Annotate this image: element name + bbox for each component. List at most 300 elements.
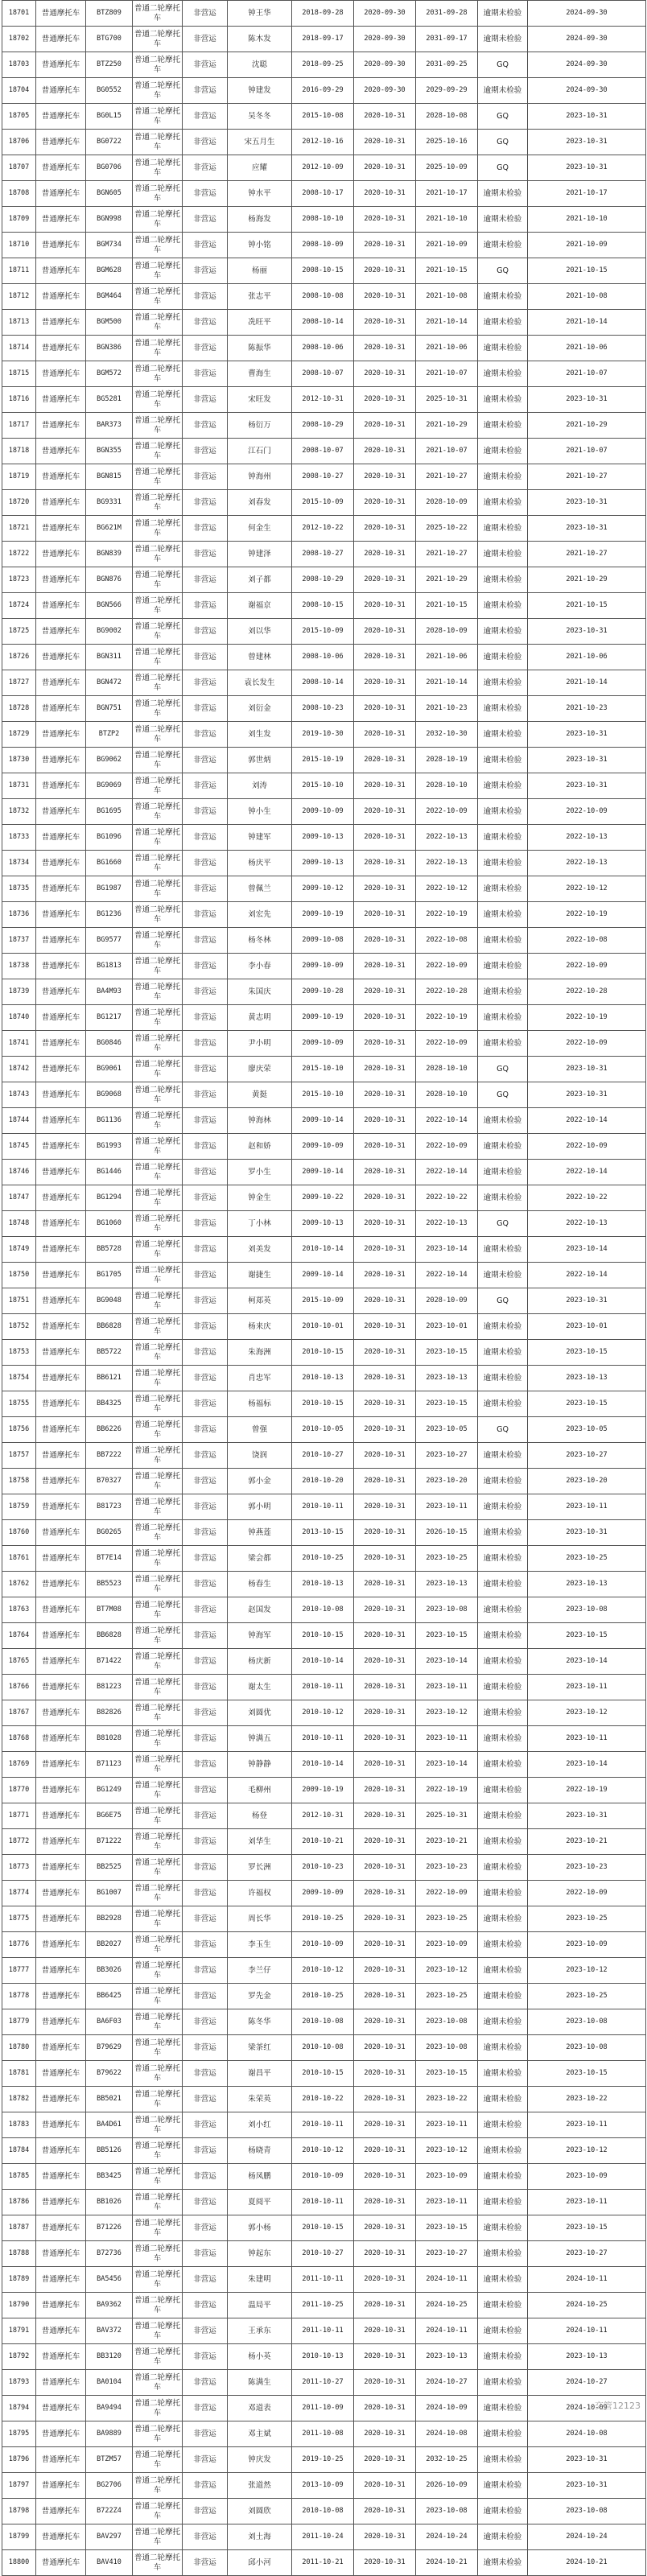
cell-usage-type: 非营运 [183, 1726, 228, 1752]
cell-vehicle-type: 普通摩托车 [36, 1082, 86, 1108]
cell-status: 逾期未检验 [478, 979, 528, 1005]
cell-plate-number: BGN355 [86, 439, 133, 464]
cell-record-id: 18760 [2, 1520, 36, 1546]
cell-plate-number: BG1236 [86, 902, 133, 928]
cell-record-id: 18718 [2, 439, 36, 464]
cell-plate-number: BTZ250 [86, 52, 133, 78]
cell-vehicle-subtype: 普通二轮摩托车 [133, 27, 183, 52]
cell-register-date: 2009-10-14 [292, 1263, 354, 1288]
cell-owner-name: 应耀 [228, 155, 292, 181]
table-row [2, 1726, 646, 1752]
cell-plate-number: B722Z4 [86, 2499, 133, 2524]
cell-plate-number: BB6828 [86, 1314, 133, 1340]
cell-scrap-date: 2023-10-14 [416, 1237, 478, 1263]
cell-inspect-date: 2020-10-31 [354, 1031, 416, 1057]
cell-scrap-date: 2022-10-19 [416, 902, 478, 928]
cell-owner-name: 刘小红 [228, 2112, 292, 2138]
cell-plate-number: BB2027 [86, 1932, 133, 1958]
cell-scrap-date: 2024-10-21 [416, 2550, 478, 2576]
cell-vehicle-type: 普通摩托车 [36, 876, 86, 902]
cell-vehicle-type: 普通摩托车 [36, 1366, 86, 1391]
cell-record-id: 18756 [2, 1417, 36, 1443]
cell-vehicle-type: 普通摩托车 [36, 2087, 86, 2112]
cell-register-date: 2009-10-19 [292, 902, 354, 928]
cell-vehicle-type: 普通摩托车 [36, 1340, 86, 1366]
cell-vehicle-subtype: 普通二轮摩托车 [133, 1881, 183, 1906]
cell-register-date: 2018-09-28 [292, 1, 354, 27]
cell-record-id: 18762 [2, 1572, 36, 1597]
cell-scrap-date: 2031-09-28 [416, 1, 478, 27]
cell-valid-until: 2021-10-14 [528, 310, 646, 336]
cell-status: 逾期未检验 [478, 1314, 528, 1340]
cell-vehicle-type: 普通摩托车 [36, 1597, 86, 1623]
table-row [2, 2396, 646, 2421]
cell-record-id: 18732 [2, 799, 36, 825]
cell-usage-type: 非营运 [183, 1752, 228, 1778]
cell-scrap-date: 2022-10-22 [416, 1185, 478, 1211]
cell-record-id: 18759 [2, 1494, 36, 1520]
cell-vehicle-type: 普通摩托车 [36, 413, 86, 439]
cell-usage-type: 非营运 [183, 902, 228, 928]
cell-owner-name: 廖庆荣 [228, 1057, 292, 1082]
cell-inspect-date: 2020-10-31 [354, 2370, 416, 2396]
cell-vehicle-type: 普通摩托车 [36, 181, 86, 207]
cell-vehicle-subtype: 普通二轮摩托车 [133, 1443, 183, 1469]
cell-register-date: 2010-10-11 [292, 2190, 354, 2215]
table-row [2, 1984, 646, 2009]
cell-owner-name: 罗长洲 [228, 1855, 292, 1881]
cell-vehicle-type: 普通摩托车 [36, 670, 86, 696]
cell-scrap-date: 2023-10-27 [416, 2241, 478, 2267]
cell-record-id: 18740 [2, 1005, 36, 1031]
cell-vehicle-subtype: 普通二轮摩托车 [133, 207, 183, 233]
cell-inspect-date: 2020-10-31 [354, 155, 416, 181]
cell-plate-number: BG1705 [86, 1263, 133, 1288]
cell-valid-until: 2021-10-23 [528, 696, 646, 722]
cell-vehicle-subtype: 普通二轮摩托车 [133, 2164, 183, 2190]
cell-record-id: 18708 [2, 181, 36, 207]
cell-record-id: 18749 [2, 1237, 36, 1263]
cell-inspect-date: 2020-10-31 [354, 1855, 416, 1881]
cell-status: 逾期未检验 [478, 851, 528, 876]
cell-valid-until: 2021-10-15 [528, 593, 646, 619]
cell-plate-number: BGN566 [86, 593, 133, 619]
cell-scrap-date: 2023-10-21 [416, 1829, 478, 1855]
cell-scrap-date: 2023-10-25 [416, 1546, 478, 1572]
cell-scrap-date: 2022-10-19 [416, 1778, 478, 1803]
cell-usage-type: 非营运 [183, 1108, 228, 1134]
cell-status: 逾期未检验 [478, 2138, 528, 2164]
cell-register-date: 2010-10-08 [292, 1597, 354, 1623]
cell-plate-number: BGM572 [86, 361, 133, 387]
cell-record-id: 18739 [2, 979, 36, 1005]
cell-record-id: 18754 [2, 1366, 36, 1391]
cell-status: 逾期未检验 [478, 413, 528, 439]
cell-valid-until: 2022-10-22 [528, 1185, 646, 1211]
cell-status: 逾期未检验 [478, 645, 528, 670]
cell-record-id: 18781 [2, 2061, 36, 2087]
cell-owner-name: 周长华 [228, 1906, 292, 1932]
cell-valid-until: 2023-10-22 [528, 2087, 646, 2112]
cell-vehicle-subtype: 普通二轮摩托车 [133, 825, 183, 851]
cell-owner-name: 邓道表 [228, 2396, 292, 2421]
cell-plate-number: BGN998 [86, 207, 133, 233]
cell-inspect-date: 2020-10-31 [354, 1417, 416, 1443]
cell-inspect-date: 2020-10-31 [354, 1881, 416, 1906]
cell-owner-name: 钟建军 [228, 825, 292, 851]
cell-register-date: 2011-10-09 [292, 2396, 354, 2421]
cell-inspect-date: 2020-09-30 [354, 1, 416, 27]
cell-vehicle-subtype: 普通二轮摩托车 [133, 1700, 183, 1726]
cell-record-id: 18797 [2, 2473, 36, 2499]
cell-vehicle-subtype: 普通二轮摩托车 [133, 2138, 183, 2164]
cell-usage-type: 非营运 [183, 851, 228, 876]
cell-status: 逾期未检验 [478, 516, 528, 542]
cell-usage-type: 非营运 [183, 696, 228, 722]
cell-valid-until: 2023-10-31 [528, 490, 646, 516]
cell-owner-name: 毛柳州 [228, 1778, 292, 1803]
cell-record-id: 18751 [2, 1288, 36, 1314]
cell-plate-number: BGM464 [86, 284, 133, 310]
cell-register-date: 2015-10-10 [292, 773, 354, 799]
cell-record-id: 18737 [2, 928, 36, 954]
table-row [2, 2550, 646, 2576]
cell-usage-type: 非营运 [183, 155, 228, 181]
cell-owner-name: 刘春发 [228, 490, 292, 516]
cell-scrap-date: 2024-10-11 [416, 2318, 478, 2344]
cell-inspect-date: 2020-10-31 [354, 413, 416, 439]
cell-valid-until: 2023-10-05 [528, 1417, 646, 1443]
cell-vehicle-subtype: 普通二轮摩托车 [133, 2035, 183, 2061]
cell-register-date: 2010-10-15 [292, 1340, 354, 1366]
cell-plate-number: BA9494 [86, 2396, 133, 2421]
cell-usage-type: 非营运 [183, 1778, 228, 1803]
cell-register-date: 2012-10-09 [292, 155, 354, 181]
cell-record-id: 18725 [2, 619, 36, 645]
cell-record-id: 18703 [2, 52, 36, 78]
cell-plate-number: BGN815 [86, 464, 133, 490]
cell-inspect-date: 2020-10-31 [354, 1778, 416, 1803]
cell-inspect-date: 2020-10-31 [354, 439, 416, 464]
cell-scrap-date: 2023-10-15 [416, 1340, 478, 1366]
cell-register-date: 2008-10-10 [292, 207, 354, 233]
cell-vehicle-subtype: 普通二轮摩托车 [133, 773, 183, 799]
cell-vehicle-subtype: 普通二轮摩托车 [133, 1752, 183, 1778]
cell-valid-until: 2023-10-15 [528, 2061, 646, 2087]
table-row [2, 1005, 646, 1031]
cell-status: 逾期未检验 [478, 439, 528, 464]
cell-scrap-date: 2023-10-11 [416, 2190, 478, 2215]
cell-vehicle-type: 普通摩托车 [36, 1855, 86, 1881]
cell-register-date: 2015-10-10 [292, 1057, 354, 1082]
cell-valid-until: 2023-10-09 [528, 1932, 646, 1958]
cell-usage-type: 非营运 [183, 1881, 228, 1906]
cell-inspect-date: 2020-10-31 [354, 387, 416, 413]
cell-scrap-date: 2022-10-09 [416, 799, 478, 825]
table-row [2, 670, 646, 696]
cell-usage-type: 非营运 [183, 2447, 228, 2473]
cell-register-date: 2013-10-09 [292, 2473, 354, 2499]
cell-inspect-date: 2020-10-31 [354, 464, 416, 490]
cell-vehicle-subtype: 普通二轮摩托车 [133, 979, 183, 1005]
cell-record-id: 18702 [2, 27, 36, 52]
cell-usage-type: 非营运 [183, 825, 228, 851]
cell-status: GQ [478, 258, 528, 284]
table-row [2, 1443, 646, 1469]
cell-scrap-date: 2021-10-29 [416, 413, 478, 439]
cell-inspect-date: 2020-10-31 [354, 2138, 416, 2164]
cell-register-date: 2009-10-19 [292, 1778, 354, 1803]
cell-owner-name: 杨凤鹏 [228, 2164, 292, 2190]
table-row [2, 567, 646, 593]
cell-plate-number: BGN605 [86, 181, 133, 207]
cell-owner-name: 刘子都 [228, 567, 292, 593]
cell-record-id: 18772 [2, 1829, 36, 1855]
cell-valid-until: 2022-10-09 [528, 1134, 646, 1160]
cell-valid-until: 2022-10-19 [528, 1005, 646, 1031]
cell-vehicle-type: 普通摩托车 [36, 310, 86, 336]
cell-valid-until: 2023-10-08 [528, 1597, 646, 1623]
cell-inspect-date: 2020-10-31 [354, 1160, 416, 1185]
cell-scrap-date: 2024-10-24 [416, 2524, 478, 2550]
cell-record-id: 18730 [2, 748, 36, 773]
cell-owner-name: 夏阅平 [228, 2190, 292, 2215]
cell-status: 逾期未检验 [478, 773, 528, 799]
cell-usage-type: 非营运 [183, 1597, 228, 1623]
cell-vehicle-type: 普通摩托车 [36, 773, 86, 799]
cell-inspect-date: 2020-10-31 [354, 1958, 416, 1984]
cell-owner-name: 杨来庆 [228, 1314, 292, 1340]
cell-plate-number: B82826 [86, 1700, 133, 1726]
cell-usage-type: 非营运 [183, 258, 228, 284]
cell-scrap-date: 2022-10-12 [416, 876, 478, 902]
cell-owner-name: 杨登 [228, 1803, 292, 1829]
cell-usage-type: 非营运 [183, 1237, 228, 1263]
cell-owner-name: 李兰仔 [228, 1958, 292, 1984]
cell-inspect-date: 2020-10-31 [354, 130, 416, 155]
table-row [2, 2499, 646, 2524]
cell-owner-name: 钟王华 [228, 1, 292, 27]
cell-vehicle-subtype: 普通二轮摩托车 [133, 490, 183, 516]
cell-status: 逾期未检验 [478, 78, 528, 104]
cell-inspect-date: 2020-10-31 [354, 1057, 416, 1082]
cell-vehicle-subtype: 普通二轮摩托车 [133, 52, 183, 78]
table-row [2, 979, 646, 1005]
cell-vehicle-type: 普通摩托车 [36, 1958, 86, 1984]
cell-record-id: 18747 [2, 1185, 36, 1211]
cell-record-id: 18723 [2, 567, 36, 593]
cell-owner-name: 邓主斌 [228, 2421, 292, 2447]
cell-vehicle-subtype: 普通二轮摩托车 [133, 2009, 183, 2035]
cell-usage-type: 非营运 [183, 2396, 228, 2421]
cell-status: 逾期未检验 [478, 825, 528, 851]
cell-plate-number: BG0722 [86, 130, 133, 155]
cell-usage-type: 非营运 [183, 2009, 228, 2035]
cell-register-date: 2009-10-14 [292, 1108, 354, 1134]
cell-vehicle-subtype: 普通二轮摩托车 [133, 902, 183, 928]
cell-plate-number: BB5523 [86, 1572, 133, 1597]
cell-valid-until: 2022-10-13 [528, 851, 646, 876]
cell-inspect-date: 2020-10-31 [354, 361, 416, 387]
cell-owner-name: 邱小河 [228, 2550, 292, 2576]
cell-inspect-date: 2020-10-31 [354, 2421, 416, 2447]
cell-vehicle-subtype: 普通二轮摩托车 [133, 1263, 183, 1288]
cell-inspect-date: 2020-10-31 [354, 2550, 416, 2576]
cell-usage-type: 非营运 [183, 78, 228, 104]
cell-valid-until: 2024-10-09 [528, 2396, 646, 2421]
cell-valid-until: 2023-10-12 [528, 2138, 646, 2164]
cell-status: 逾期未检验 [478, 1443, 528, 1469]
cell-register-date: 2009-10-09 [292, 1134, 354, 1160]
cell-register-date: 2010-10-08 [292, 2035, 354, 2061]
cell-status: 逾期未检验 [478, 567, 528, 593]
cell-inspect-date: 2020-10-31 [354, 670, 416, 696]
cell-status: 逾期未检验 [478, 233, 528, 258]
cell-record-id: 18790 [2, 2293, 36, 2318]
table-row [2, 130, 646, 155]
cell-vehicle-subtype: 普通二轮摩托车 [133, 2421, 183, 2447]
cell-usage-type: 非营运 [183, 1263, 228, 1288]
cell-register-date: 2009-10-09 [292, 1881, 354, 1906]
cell-record-id: 18795 [2, 2421, 36, 2447]
cell-register-date: 2018-09-25 [292, 52, 354, 78]
cell-scrap-date: 2021-10-14 [416, 670, 478, 696]
cell-record-id: 18768 [2, 1726, 36, 1752]
cell-status: 逾期未检验 [478, 1546, 528, 1572]
cell-register-date: 2010-10-08 [292, 2499, 354, 2524]
cell-plate-number: BG1060 [86, 1211, 133, 1237]
cell-vehicle-subtype: 普通二轮摩托车 [133, 2061, 183, 2087]
cell-owner-name: 朱荣英 [228, 2087, 292, 2112]
cell-vehicle-subtype: 普通二轮摩托车 [133, 464, 183, 490]
cell-plate-number: B79629 [86, 2035, 133, 2061]
cell-record-id: 18786 [2, 2190, 36, 2215]
cell-valid-until: 2023-10-13 [528, 1572, 646, 1597]
cell-scrap-date: 2021-10-27 [416, 464, 478, 490]
cell-scrap-date: 2028-10-10 [416, 773, 478, 799]
cell-usage-type: 非营运 [183, 2138, 228, 2164]
cell-status: 逾期未检验 [478, 902, 528, 928]
cell-scrap-date: 2024-10-25 [416, 2293, 478, 2318]
cell-usage-type: 非营运 [183, 1366, 228, 1391]
cell-usage-type: 非营运 [183, 593, 228, 619]
cell-owner-name: 杨庆新 [228, 1649, 292, 1675]
cell-status: 逾期未检验 [478, 1984, 528, 2009]
cell-usage-type: 非营运 [183, 1005, 228, 1031]
table-row [2, 2138, 646, 2164]
cell-owner-name: 刘华生 [228, 1829, 292, 1855]
cell-status: 逾期未检验 [478, 1932, 528, 1958]
cell-vehicle-type: 普通摩托车 [36, 1546, 86, 1572]
cell-vehicle-subtype: 普通二轮摩托车 [133, 1160, 183, 1185]
cell-scrap-date: 2021-10-29 [416, 567, 478, 593]
table-row [2, 336, 646, 361]
cell-owner-name: 杨庆平 [228, 851, 292, 876]
cell-vehicle-type: 普通摩托车 [36, 1520, 86, 1546]
cell-vehicle-type: 普通摩托车 [36, 1288, 86, 1314]
cell-inspect-date: 2020-10-31 [354, 1649, 416, 1675]
table-row [2, 2524, 646, 2550]
table-row [2, 258, 646, 284]
table-row [2, 2293, 646, 2318]
cell-owner-name: 谢太生 [228, 1675, 292, 1700]
cell-vehicle-subtype: 普通二轮摩托车 [133, 1, 183, 27]
cell-register-date: 2015-10-08 [292, 104, 354, 130]
table-row [2, 1958, 646, 1984]
cell-inspect-date: 2020-10-31 [354, 928, 416, 954]
cell-vehicle-type: 普通摩托车 [36, 233, 86, 258]
cell-vehicle-type: 普通摩托车 [36, 954, 86, 979]
cell-plate-number: BG1294 [86, 1185, 133, 1211]
cell-vehicle-subtype: 普通二轮摩托车 [133, 1288, 183, 1314]
cell-vehicle-subtype: 普通二轮摩托车 [133, 1314, 183, 1340]
cell-owner-name: 陈振华 [228, 336, 292, 361]
cell-valid-until: 2023-10-31 [528, 155, 646, 181]
cell-plate-number: BG1249 [86, 1778, 133, 1803]
cell-record-id: 18787 [2, 2215, 36, 2241]
cell-inspect-date: 2020-10-31 [354, 2293, 416, 2318]
cell-inspect-date: 2020-10-31 [354, 2396, 416, 2421]
cell-vehicle-subtype: 普通二轮摩托车 [133, 1675, 183, 1700]
cell-plate-number: BG9068 [86, 1082, 133, 1108]
cell-status: GQ [478, 1288, 528, 1314]
cell-plate-number: B72736 [86, 2241, 133, 2267]
cell-valid-until: 2024-10-21 [528, 2550, 646, 2576]
cell-record-id: 18734 [2, 851, 36, 876]
cell-vehicle-type: 普通摩托车 [36, 2164, 86, 2190]
cell-scrap-date: 2023-10-20 [416, 1469, 478, 1494]
table-row [2, 1185, 646, 1211]
cell-register-date: 2009-10-12 [292, 876, 354, 902]
table-row [2, 310, 646, 336]
cell-inspect-date: 2020-10-31 [354, 1623, 416, 1649]
cell-usage-type: 非营运 [183, 1391, 228, 1417]
cell-scrap-date: 2023-10-12 [416, 1700, 478, 1726]
cell-scrap-date: 2023-10-25 [416, 1984, 478, 2009]
cell-register-date: 2008-10-27 [292, 464, 354, 490]
cell-owner-name: 钟起东 [228, 2241, 292, 2267]
cell-inspect-date: 2020-10-31 [354, 954, 416, 979]
cell-plate-number: BG0265 [86, 1520, 133, 1546]
cell-owner-name: 刘宏先 [228, 902, 292, 928]
cell-register-date: 2012-10-16 [292, 130, 354, 155]
cell-plate-number: BA9362 [86, 2293, 133, 2318]
cell-inspect-date: 2020-10-31 [354, 1675, 416, 1700]
cell-scrap-date: 2021-10-17 [416, 181, 478, 207]
cell-record-id: 18743 [2, 1082, 36, 1108]
cell-plate-number: B81723 [86, 1494, 133, 1520]
cell-valid-until: 2023-10-31 [528, 104, 646, 130]
table-row [2, 2112, 646, 2138]
cell-scrap-date: 2022-10-09 [416, 1134, 478, 1160]
cell-owner-name: 李玉生 [228, 1932, 292, 1958]
cell-plate-number: BB5728 [86, 1237, 133, 1263]
cell-owner-name: 钟海州 [228, 464, 292, 490]
cell-valid-until: 2023-10-11 [528, 2112, 646, 2138]
cell-status: 逾期未检验 [478, 1829, 528, 1855]
cell-usage-type: 非营运 [183, 490, 228, 516]
cell-inspect-date: 2020-10-31 [354, 207, 416, 233]
cell-plate-number: BB6828 [86, 1623, 133, 1649]
cell-usage-type: 非营运 [183, 1288, 228, 1314]
cell-status: 逾期未检验 [478, 1263, 528, 1288]
cell-valid-until: 2024-09-30 [528, 27, 646, 52]
cell-plate-number: BB6425 [86, 1984, 133, 2009]
cell-register-date: 2008-10-07 [292, 361, 354, 387]
cell-status: 逾期未检验 [478, 1881, 528, 1906]
cell-inspect-date: 2020-10-31 [354, 1829, 416, 1855]
cell-usage-type: 非营运 [183, 2421, 228, 2447]
